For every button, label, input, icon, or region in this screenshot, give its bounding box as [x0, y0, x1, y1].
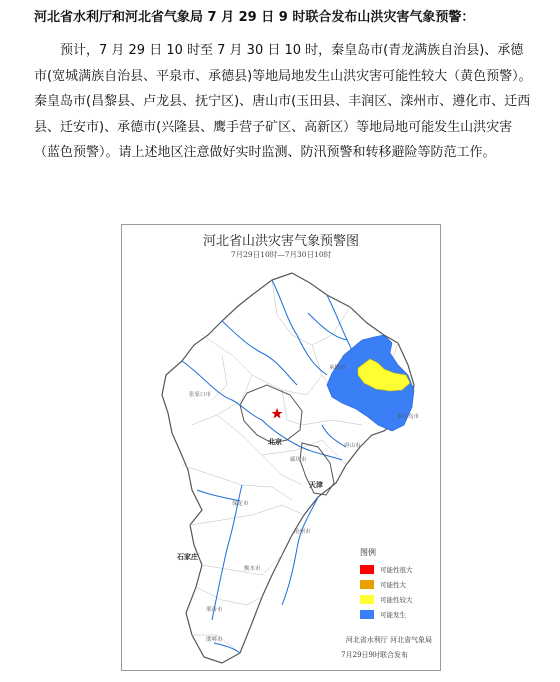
city-label-tangshan: 唐山市 — [344, 443, 361, 449]
legend-swatch-blue — [360, 610, 374, 619]
legend-label: 可能性较大 — [380, 596, 413, 604]
city-label-hengshui: 衡水市 — [244, 566, 261, 572]
city-label-baoding: 保定市 — [232, 501, 249, 507]
legend-title: 图例 — [360, 548, 376, 557]
city-label-handan: 邯郸市 — [206, 637, 223, 643]
city-label-shijiazhuang: 石家庄 — [177, 553, 198, 561]
map-legend — [360, 547, 436, 622]
legend-swatch-yellow — [360, 595, 374, 604]
legend-label: 可能发生 — [380, 611, 406, 619]
city-label-cangzhou: 沧州市 — [294, 529, 311, 535]
legend-label: 可能性很大 — [380, 566, 413, 574]
legend-item — [360, 577, 436, 592]
legend-item — [360, 592, 436, 607]
city-label-beijing: 北京 — [268, 438, 282, 446]
legend-item — [360, 562, 436, 577]
city-label-zhangjiakou: 张家口市 — [189, 392, 212, 398]
legend-swatch-red — [360, 565, 374, 574]
city-label-chengde: 承德市 — [329, 365, 346, 371]
legend-item — [360, 607, 436, 622]
city-label-langfang: 廊坊市 — [290, 457, 307, 463]
warning-body-text: 预计，7 月 29 日 10 时至 7 月 30 日 10 时，秦皇岛市(青龙满族自治县)、承德市(宽城满族自治县、平泉市、承德县)等地局地发生山洪灾害可能性较大（黄色预警）。秦皇岛市(昌黎县、卢龙县、抚宁区)、唐山市(玉田县、丰润区、滦州市、遵化市、迁西县、迁安市)、承德市(兴隆县、鹰手营子矿区、高新区）等地局地可能发生山洪灾害（蓝色预警）。请上述地区注意做好实时监测、防汛预警和转移避险等防范工作。 — [34, 43, 532, 160]
map-title: 河北省山洪灾害气象预警图 — [202, 234, 359, 249]
city-label-qinhuangdao: 秦皇岛市 — [397, 414, 420, 420]
map-subtitle: 7月29日10时—7月30日10时 — [230, 250, 332, 259]
legend-swatch-orange — [360, 580, 374, 589]
warning-map — [121, 224, 441, 671]
legend-label: 可能性大 — [380, 581, 406, 589]
headline: 河北省水利厅和河北省气象局 7 月 29 日 9 时联合发布山洪灾害气象预警： — [34, 10, 475, 25]
map-issue-time: 7月29日9时联合发布 — [341, 651, 408, 659]
map-issuers: 河北省水利厅 河北省气象局 — [345, 636, 432, 644]
city-label-tianjin: 天津 — [309, 481, 323, 489]
city-label-xingtai: 邢台市 — [206, 607, 223, 613]
